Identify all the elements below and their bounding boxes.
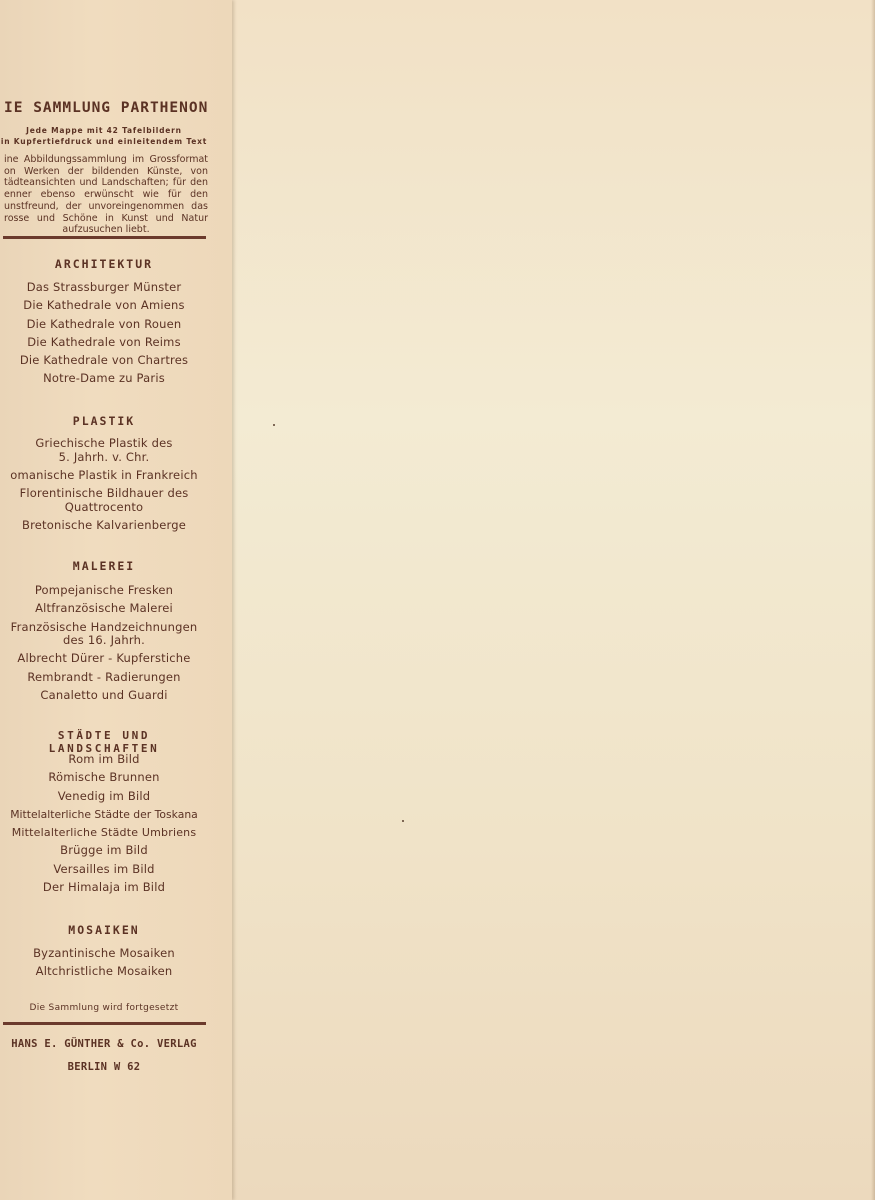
- section-heading-mosaiken: MOSAIKEN: [68, 923, 140, 937]
- list-item: Altchristliche Mosaiken: [35, 964, 173, 979]
- list-item: Canaletto und Guardi: [40, 687, 168, 702]
- list-item: Altfranzösische Malerei: [35, 601, 173, 616]
- subtitle-line-2: in Kupfertiefdruck und einleitendem Text: [0, 137, 208, 146]
- publisher-name: HANS E. GÜNTHER & Co. VERLAG: [11, 1038, 197, 1050]
- paper-speck: [402, 820, 404, 822]
- list-item: Die Kathedrale von Chartres: [19, 353, 189, 368]
- bottom-rule: [3, 1022, 206, 1025]
- list-item: Das Strassburger Münster: [26, 280, 182, 294]
- page-edge: [871, 0, 875, 1200]
- subtitle-line-1: Jede Mappe mit 42 Tafelbildern: [26, 126, 182, 135]
- continued-note: Die Sammlung wird fortgesetzt: [29, 1003, 179, 1013]
- list-item: Römische Brunnen: [48, 770, 160, 785]
- list-plastik: [0, 437, 208, 537]
- list-item: Der Himalaja im Bild: [42, 880, 166, 895]
- list-architektur: [0, 281, 208, 391]
- list-item: Albrecht Dürer - Kupferstiche: [17, 651, 191, 666]
- intro-text: ine Abbildungssammlung im Grossformat on Werken der bildenden Künste, von tädteansichten und Landschaften; für den enner ebenso erwünscht wie für den unstfreund, der unvoreingenommen das rosse und Schöne in Kunst und Natur aufzusuchen liebt.: [4, 154, 208, 236]
- list-item: Versailles im Bild: [53, 861, 155, 876]
- list-item: Rembrandt - Radierungen: [27, 669, 181, 684]
- section-heading-architektur: ARCHITEKTUR: [54, 257, 154, 271]
- list-item: Die Kathedrale von Amiens: [23, 298, 185, 313]
- list-item: Mittelalterliche Städte der Toskana: [10, 807, 198, 821]
- publisher-city: BERLIN W 62: [67, 1061, 141, 1073]
- list-staedte: [0, 753, 208, 899]
- list-item: Griechische Plastik des 5. Jahrh. v. Chr.: [35, 436, 173, 464]
- list-item: Venedig im Bild: [57, 788, 151, 803]
- list-item: Pompejanische Fresken: [34, 583, 174, 597]
- list-item: omanische Plastik in Frankreich: [10, 467, 198, 482]
- list-malerei: [0, 584, 208, 707]
- list-item: Mittelalterliche Städte Umbriens: [11, 826, 197, 840]
- list-item: Notre-Dame zu Paris: [43, 371, 165, 386]
- collection-title: IE SAMMLUNG PARTHENON: [4, 100, 209, 116]
- section-heading-staedte: STÄDTE UND LANDSCHAFTEN: [48, 729, 160, 755]
- catalog-flap: [0, 0, 232, 1200]
- section-heading-malerei: MALEREI: [72, 559, 136, 573]
- list-mosaiken: [0, 947, 208, 984]
- blank-page: [232, 0, 875, 1200]
- list-item: Brügge im Bild: [60, 843, 148, 858]
- list-item: Florentinische Bildhauer des Quattrocento: [19, 486, 189, 514]
- top-rule: [3, 236, 206, 239]
- list-item: Die Kathedrale von Rouen: [26, 316, 182, 331]
- list-item: Byzantinische Mosaiken: [33, 946, 175, 960]
- paper-speck: [273, 424, 275, 426]
- section-heading-plastik: PLASTIK: [72, 414, 136, 428]
- list-item: Bretonische Kalvarienberge: [22, 517, 186, 532]
- list-item: Die Kathedrale von Reims: [27, 334, 181, 349]
- list-item: Französische Handzeichnungen des 16. Jahrh.: [10, 619, 198, 648]
- list-item: Rom im Bild: [68, 752, 140, 766]
